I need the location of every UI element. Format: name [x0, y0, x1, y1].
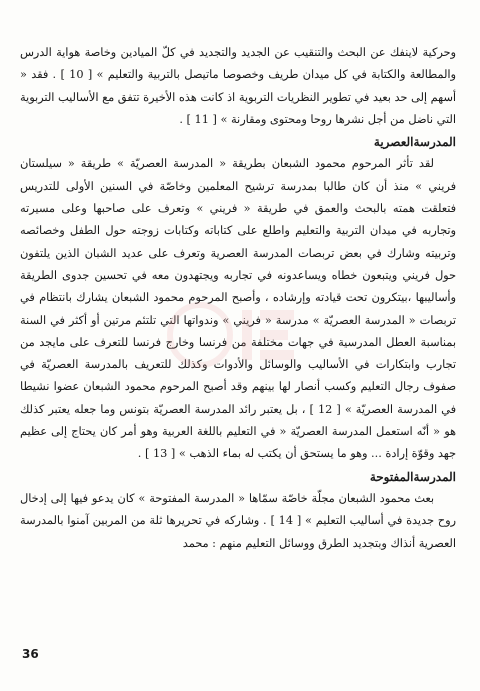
section-heading: المدرسةالمفتوحة — [369, 469, 456, 484]
paragraph: بعث محمود الشبعان مجلّة خاصّة سمّاها « المدرسة المفتوحة » كان يدعو فيها إلى إدخال روح جديدة في أساليب التعليم » [ 14 ] . وشاركه في تحريرها ثلة من المربين آمنوا بالمدرسة العصرية أنذاك وبتجديد الطرق ووسائل التعليم منهم : محمد — [20, 491, 456, 550]
paragraph: لقد تأثر المرحوم محمود الشبعان بطريقة « المدرسة العصريّة » طريقة « سيلستان فريني » منذ أن كان طالبا بمدرسة ترشيح المعلمين وخاصّة في السنين الأولى للتدريس فتعلقت همته بالبحث والعمق في طريقة « فريني » وتعرف على صاحبها وعلى مسيرته وتجاربه في ميدان التربية والتعليم واطلع على كتاباته وكتابات زوجته حول الطفل وخصائصه وتربيته وشارك في بعض تربصات المدرسة العصرية وتعرف على عديد الشبان الذين يلتفون حول فريني ويتبعون خطاه ويساعدونه في تجاربه ويجتهدون معه في تحسين جدوى الطريقة وأساليبها ،بيتكرون تحت قيادته وإرشاده ، وأصبح المرحوم محمود الشبعان يشارك بانتظام في تربصات « المدرسة العصريّة » مدرسة « فريني » وندواتها التي تلتئم مرتين أو أكثر في السنة بمناسبة العطل المدرسية في جهات مختلفة من فرنسا وخارج فرنسا للتعرف على مايجد من تجارب وابتكارات في الأساليب والوسائل والأدوات وكذلك للتعريف بالمدرسة العصريّة في صفوف رجال التعليم وكسب أنصار لها بينهم وقد أصبح المرحوم محمود الشبعان عضوا نشيطا في المدرسة العصريّة » [ 12 ] ، بل يعتبر رائد المدرسة العصريّة بتونس وما جعله يعتبر كذلك هو « أنّه استعمل المدرسة العصريّة « في التعليم باللغة العربية وهو أمر كان يحتاج إلى عظيم جهد وقوّة إرادة ... وهو ما يستحق أن يكتب له بماء الذهب » [ 13 ] . — [20, 157, 457, 461]
paragraph: وحركية لاينفك عن البحث والتنقيب عن الجديد والتجديد في كلّ الميادين وخاصة هواية الدرس والمطالعة والكتابة في كل ميدان طريف وخصوصا ماتيصل بالتربية والتعليم » [ 10 ] . فقد « أسهم إلى حد بعيد في تطوير النظريات التربوية اذ كانت هذه الأخيرة تتفق مع الأساليب التربوية التي ناضل من أجل نشرها روحا ومحتوى ومقارنة » [ 11 ] . — [20, 46, 456, 126]
page-number: 36 — [22, 647, 39, 661]
page-content — [20, 42, 456, 555]
section-heading: المدرسةالعصرية — [373, 135, 456, 150]
